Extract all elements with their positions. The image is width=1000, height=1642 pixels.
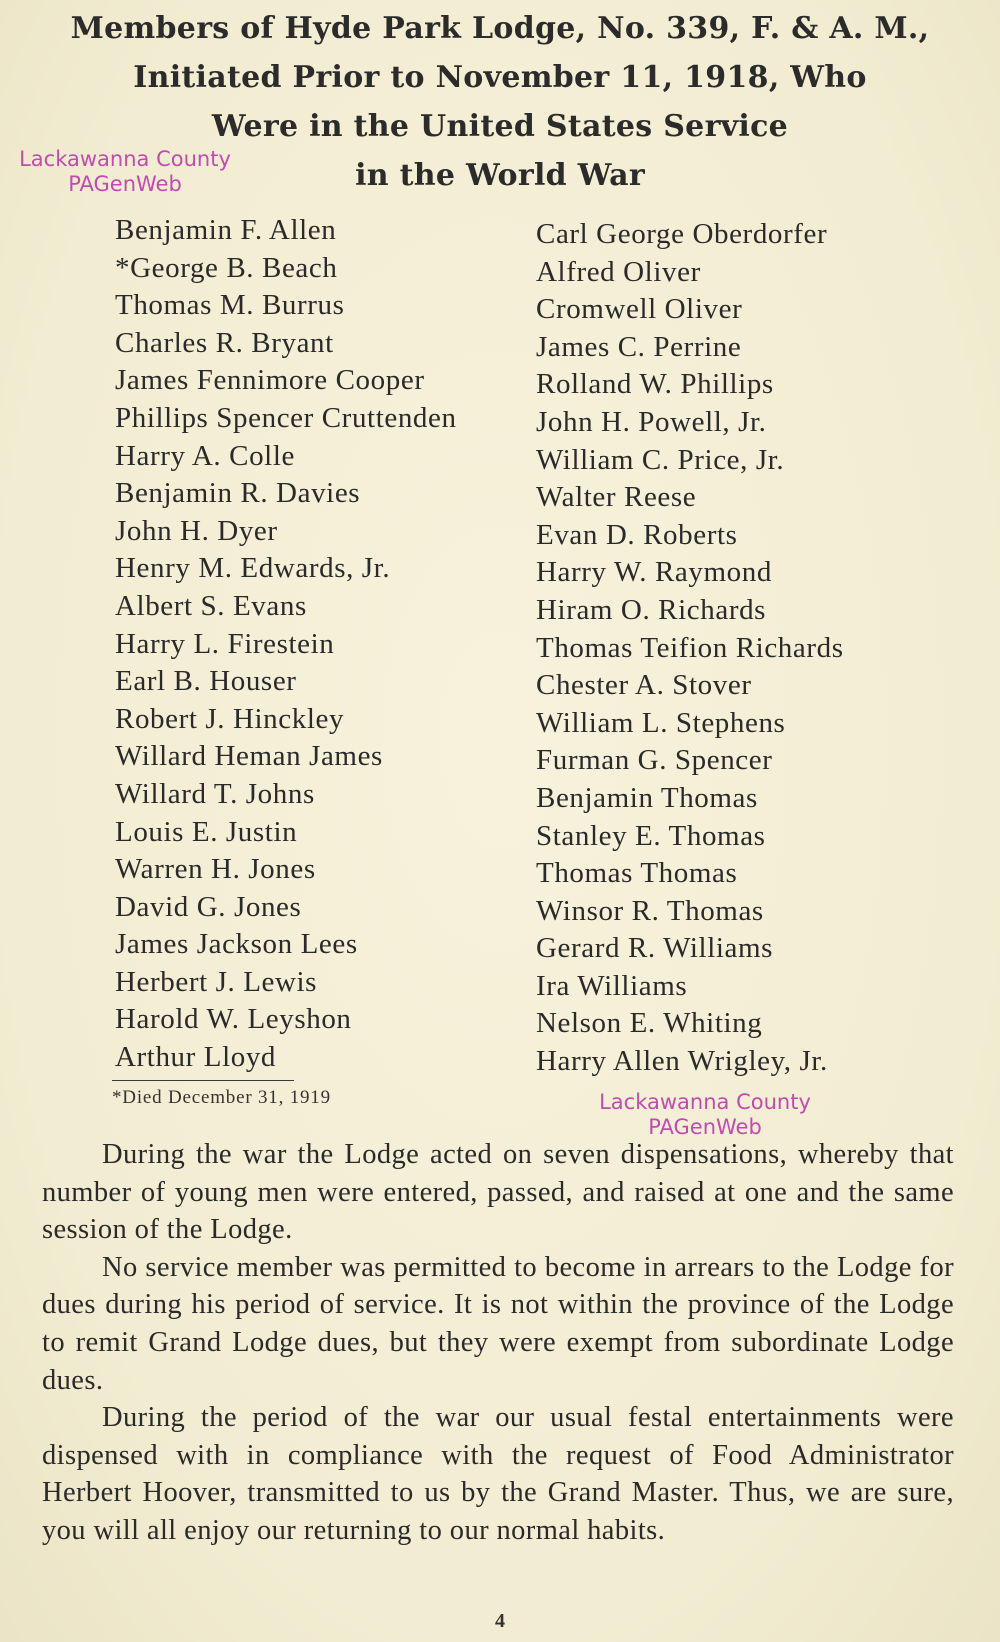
member-name: Thomas Teifion Richards xyxy=(536,631,844,664)
paragraph: During the period of the war our usual festal entertainments were dispensed with in compliance with the request of Food Administrator Herbert Hoover, transmitted to us by the Grand Master. Thus, we are sure, you will all enjoy our returning to our normal habits. xyxy=(42,1402,954,1546)
member-name: Willard T. Johns xyxy=(115,777,315,810)
member-name: Hiram O. Richards xyxy=(536,593,767,626)
member-name: David G. Jones xyxy=(115,890,302,923)
member-name: Gerard R. Williams xyxy=(536,932,774,965)
watermark-top xyxy=(0,147,250,197)
paragraph: During the war the Lodge acted on seven dispensations, whereby that number of young men were entered, passed, and raised at one and the same session of the Lodge. xyxy=(42,1139,954,1246)
member-name: Thomas Thomas xyxy=(536,857,738,890)
member-name: James C. Perrine xyxy=(536,330,742,363)
member-name: Phillips Spencer Cruttenden xyxy=(115,401,457,434)
member-name: James Jackson Lees xyxy=(115,928,358,961)
member-name: Albert S. Evans xyxy=(115,589,307,622)
member-name: Stanley E. Thomas xyxy=(536,819,766,852)
member-name: Chester A. Stover xyxy=(536,669,752,702)
heading-line-4: in the World War xyxy=(355,158,645,193)
footnote: *Died December 31, 1919 xyxy=(112,1087,331,1108)
member-name: Herbert J. Lewis xyxy=(115,965,318,998)
member-name: Earl B. Houser xyxy=(115,665,297,698)
member-name: Charles R. Bryant xyxy=(115,326,334,359)
member-name: Arthur Lloyd xyxy=(115,1041,277,1074)
member-name: Evan D. Roberts xyxy=(536,518,738,551)
member-name: Alfred Oliver xyxy=(536,255,701,288)
member-name: Harold W. Leyshon xyxy=(115,1003,352,1036)
member-name: Harry W. Raymond xyxy=(536,556,772,589)
paragraph: No service member was permitted to become in arrears to the Lodge for dues during his period of service. It is not within the province of the Lodge to remit Grand Lodge dues, but they were exempt from subordinate Lodge dues. xyxy=(42,1251,954,1396)
member-name: Nelson E. Whiting xyxy=(536,1007,763,1040)
member-name: Thomas M. Burrus xyxy=(115,289,345,322)
member-name: Willard Heman James xyxy=(115,740,383,773)
page-number: 4 xyxy=(495,1610,505,1632)
watermark-bottom-line-2: PAGenWeb xyxy=(648,1115,762,1139)
member-name: Louis E. Justin xyxy=(115,815,298,848)
member-name: Walter Reese xyxy=(536,481,697,514)
member-name: Benjamin Thomas xyxy=(536,781,758,814)
heading-line-3: Were in the United States Service xyxy=(211,109,789,144)
members-list-left xyxy=(115,212,457,1077)
member-name: William L. Stephens xyxy=(536,706,786,739)
member-name: Ira Williams xyxy=(536,969,688,1002)
heading-line-2: Initiated Prior to November 11, 1918, Who xyxy=(133,60,867,95)
member-name: Harry L. Firestein xyxy=(115,627,335,660)
heading-line-1: Members of Hyde Park Lodge, No. 339, F. & A. M., xyxy=(70,11,930,46)
member-name: Carl George Oberdorfer xyxy=(536,218,828,250)
member-name: *George B. Beach xyxy=(115,251,338,284)
body-text xyxy=(42,1136,954,1550)
members-list-right xyxy=(536,216,844,1081)
member-name: Harry Allen Wrigley, Jr. xyxy=(536,1045,828,1078)
watermark-top-line-1: Lackawanna County xyxy=(19,147,231,171)
member-name: Benjamin R. Davies xyxy=(115,477,361,510)
member-name: Rolland W. Phillips xyxy=(536,368,774,401)
member-name: Warren H. Jones xyxy=(115,853,316,886)
member-name: John H. Dyer xyxy=(115,514,278,547)
member-name: Henry M. Edwards, Jr. xyxy=(115,552,391,585)
watermark-bottom xyxy=(575,1090,835,1140)
watermark-bottom-line-1: Lackawanna County xyxy=(599,1090,811,1114)
footnote-divider xyxy=(112,1080,294,1081)
member-name: Cromwell Oliver xyxy=(536,293,743,326)
watermark-top-line-2: PAGenWeb xyxy=(68,172,182,196)
member-name: William C. Price, Jr. xyxy=(536,443,785,476)
member-name: Robert J. Hinckley xyxy=(115,702,345,735)
member-name: James Fennimore Cooper xyxy=(115,364,425,397)
member-name: Benjamin F. Allen xyxy=(115,214,337,246)
member-name: John H. Powell, Jr. xyxy=(536,405,767,438)
member-name: Winsor R. Thomas xyxy=(536,894,764,927)
member-name: Furman G. Spencer xyxy=(536,744,773,777)
member-name: Harry A. Colle xyxy=(115,439,295,472)
